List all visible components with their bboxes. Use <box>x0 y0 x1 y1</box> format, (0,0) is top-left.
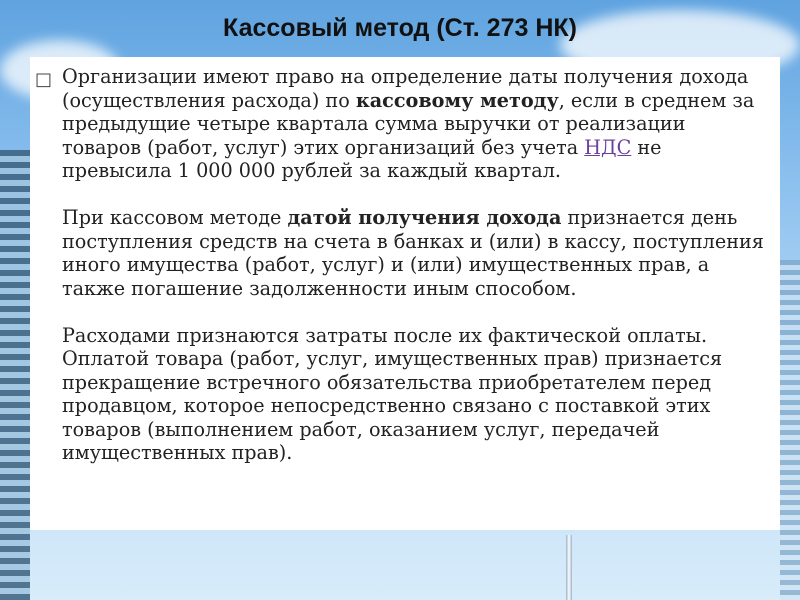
p1-bold-term: кассовому методу <box>355 88 559 112</box>
paragraph-1 <box>62 65 764 183</box>
p1-text-3: не превысила 1 000 000 рублей за каждый квартал. <box>62 135 662 182</box>
paragraph-3: Расходами признаются затраты после их фактической оплаты. Оплатой товара (работ, услуг, имущественных прав) признается прекращение встречного обязательства приобретателем перед продавцом, которое непосредственно связано с поставкой этих товаров (выполнением работ, оказанием услуг, передачей имущественных прав). <box>62 323 723 464</box>
p1-text-1: Организации имеют право на определение даты получения дохода (осуществления расхода) по <box>62 65 749 112</box>
body-text <box>62 65 764 465</box>
slide-title: Кассовый метод (Ст. 273 НК) <box>223 14 577 42</box>
square-bullet-icon: □ <box>35 69 53 90</box>
paragraph-2 <box>62 206 764 300</box>
content-panel <box>30 57 780 530</box>
building-decoration <box>780 260 800 600</box>
nds-link[interactable]: НДС <box>584 135 632 159</box>
p2-text-1: При кассовом методе <box>62 206 288 229</box>
spire-decoration <box>566 535 572 600</box>
p2-text-2: признается день поступления средств на счета в банках и (или) в кассу, поступления иного имущества (работ, услуг) и (или) имущественных прав, а также погашение задолженности иным способом. <box>62 206 764 300</box>
p1-text-2: , если в среднем за предыдущие четыре квартала сумма выручки от реализации товаров (работ, услуг) этих организаций без учета <box>62 88 755 159</box>
building-decoration <box>0 150 30 600</box>
p2-bold-term: датой получения дохода <box>287 206 562 229</box>
